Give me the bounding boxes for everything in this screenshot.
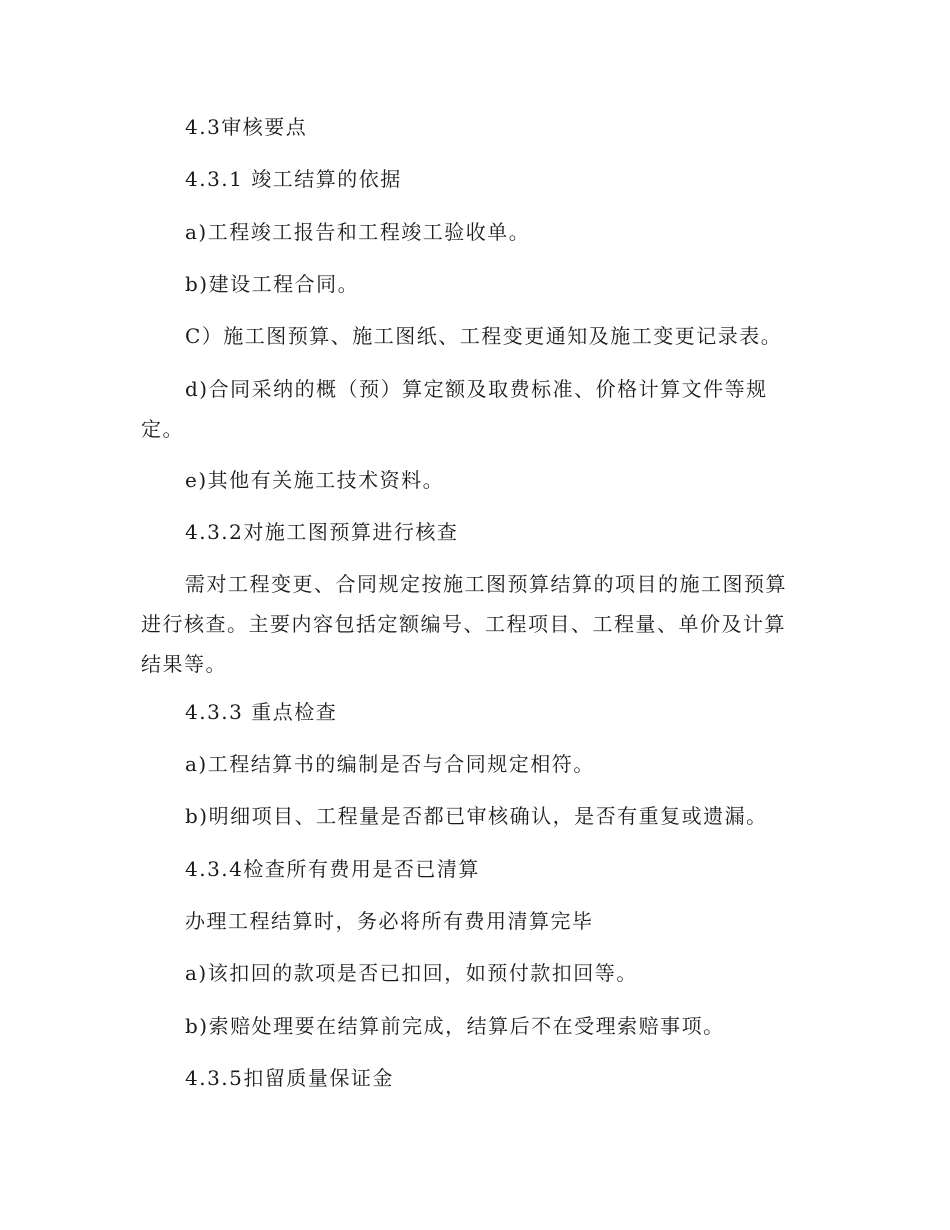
subsection-heading-4-3-4: 4.3.4检查所有费用是否已清算 — [185, 857, 480, 881]
list-item: a)工程结算书的编制是否与合同规定相符。 — [185, 752, 595, 776]
list-item: b)建设工程合同。 — [185, 272, 360, 296]
body-paragraph: 办理工程结算时，务必将所有费用清算完毕 — [185, 909, 594, 933]
list-item: b)索赔处理要在结算前完成，结算后不在受理索赔事项。 — [185, 1014, 725, 1038]
section-heading-4-3: 4.3审核要点 — [185, 115, 308, 139]
list-item: e)其他有关施工技术资料。 — [185, 468, 445, 492]
list-item: a)该扣回的款项是否已扣回，如预付款扣回等。 — [185, 961, 638, 985]
list-item: d)合同采纳的概（预）算定额及取费标准、价格计算文件等规定。 — [141, 377, 768, 441]
body-paragraph: 需对工程变更、合同规定按施工图预算结算的项目的施工图预算进行核查。主要内容包括定额编号、工程项目、工程量、单价及计算结果等。 — [141, 572, 787, 676]
list-item: b)明细项目、工程量是否都已审核确认，是否有重复或遗漏。 — [185, 804, 768, 828]
subsection-heading-4-3-5: 4.3.5扣留质量保证金 — [185, 1066, 394, 1090]
subsection-heading-4-3-3: 4.3.3 重点检查 — [185, 700, 338, 724]
subsection-heading-4-3-1: 4.3.1 竣工结算的依据 — [185, 167, 402, 191]
list-item: a)工程竣工报告和工程竣工验收单。 — [185, 220, 531, 244]
list-item: C）施工图预算、施工图纸、工程变更通知及施工变更记录表。 — [185, 324, 783, 348]
subsection-heading-4-3-2: 4.3.2对施工图预算进行核查 — [185, 520, 459, 544]
